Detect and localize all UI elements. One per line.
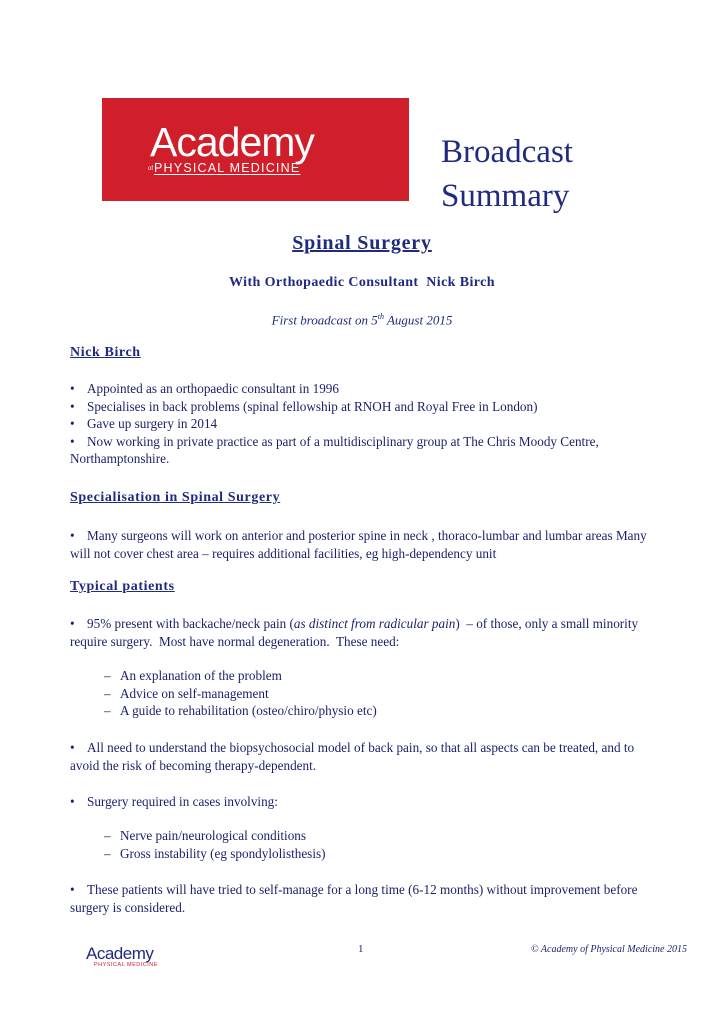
academy-logo-banner bbox=[102, 98, 409, 201]
logo-subtitle bbox=[148, 162, 300, 175]
list-item: – Nerve pain/neurological conditions bbox=[104, 827, 326, 845]
list-item: – A guide to rehabilitation (osteo/chiro/physio etc) bbox=[104, 702, 377, 720]
page-number: 1 bbox=[358, 943, 364, 955]
list-item: – An explanation of the problem bbox=[104, 667, 377, 685]
cases-list bbox=[104, 827, 326, 862]
nick-birch-bullets bbox=[70, 380, 660, 468]
specialisation-paragraph: • Many surgeons will work on anterior and posterior spine in neck , thoraco-lumbar and lumbar areas Many will not cover chest area – requires additional facilities, eg high-dependency unit bbox=[70, 528, 647, 561]
date-suffix: August 2015 bbox=[383, 312, 453, 328]
list-item: • Appointed as an orthopaedic consultant in 1996 bbox=[70, 381, 339, 396]
footer-logo-sub: PHYSICAL MEDICINE bbox=[94, 962, 158, 968]
logo-of: of bbox=[148, 166, 154, 172]
footer-logo-word: Academy bbox=[86, 944, 154, 963]
list-item: – Advice on self-management bbox=[104, 685, 377, 703]
list-item: • Now working in private practice as part of a multidisciplinary group at The Chris Moody Centre, Northamptonshire. bbox=[70, 433, 599, 466]
patients-paragraph-3: • Surgery required in cases involving: bbox=[70, 794, 278, 809]
section-heading-nick-birch: Nick Birch bbox=[70, 345, 141, 360]
needs-list bbox=[104, 667, 377, 720]
broadcast-date bbox=[0, 312, 724, 328]
document-title: Spinal Surgery bbox=[292, 232, 432, 254]
logo-wordmark: Academy bbox=[150, 119, 314, 165]
logo-physical-medicine: PHYSICAL MEDICINE bbox=[154, 161, 301, 175]
footer-logo bbox=[86, 945, 158, 969]
list-item: • Specialises in back problems (spinal fellowship at RNOH and Royal Free in London) bbox=[70, 398, 538, 414]
list-item: • Gave up surgery in 2014 bbox=[70, 416, 218, 431]
copyright-notice: © Academy of Physical Medicine 2015 bbox=[531, 944, 687, 955]
patients-paragraph-2: • All need to understand the biopsychosocial model of back pain, so that all aspects can be treated, and to avoid the risk of becoming therapy-dependent. bbox=[70, 740, 635, 773]
list-item: – Gross instability (eg spondylolisthesis) bbox=[104, 845, 326, 863]
date-prefix: First broadcast on 5 bbox=[271, 312, 378, 328]
section-heading-specialisation: Specialisation in Spinal Surgery bbox=[70, 490, 281, 505]
summary-label: Summary bbox=[441, 178, 570, 214]
broadcast-summary-heading bbox=[441, 130, 573, 218]
section-heading-typical-patients: Typical patients bbox=[70, 579, 175, 594]
broadcast-label: Broadcast bbox=[441, 134, 573, 170]
document-subtitle: With Orthopaedic Consultant Nick Birch bbox=[229, 275, 495, 290]
date-superscript: th bbox=[377, 312, 384, 321]
patients-paragraph-1: • 95% present with backache/neck pain (as distinct from radicular pain) – of those, only a small minority require surgery. Most have normal degeneration. These need: bbox=[70, 616, 642, 649]
patients-paragraph-4: • These patients will have tried to self-manage for a long time (6-12 months) without improvement before surgery is considered. bbox=[70, 882, 638, 915]
